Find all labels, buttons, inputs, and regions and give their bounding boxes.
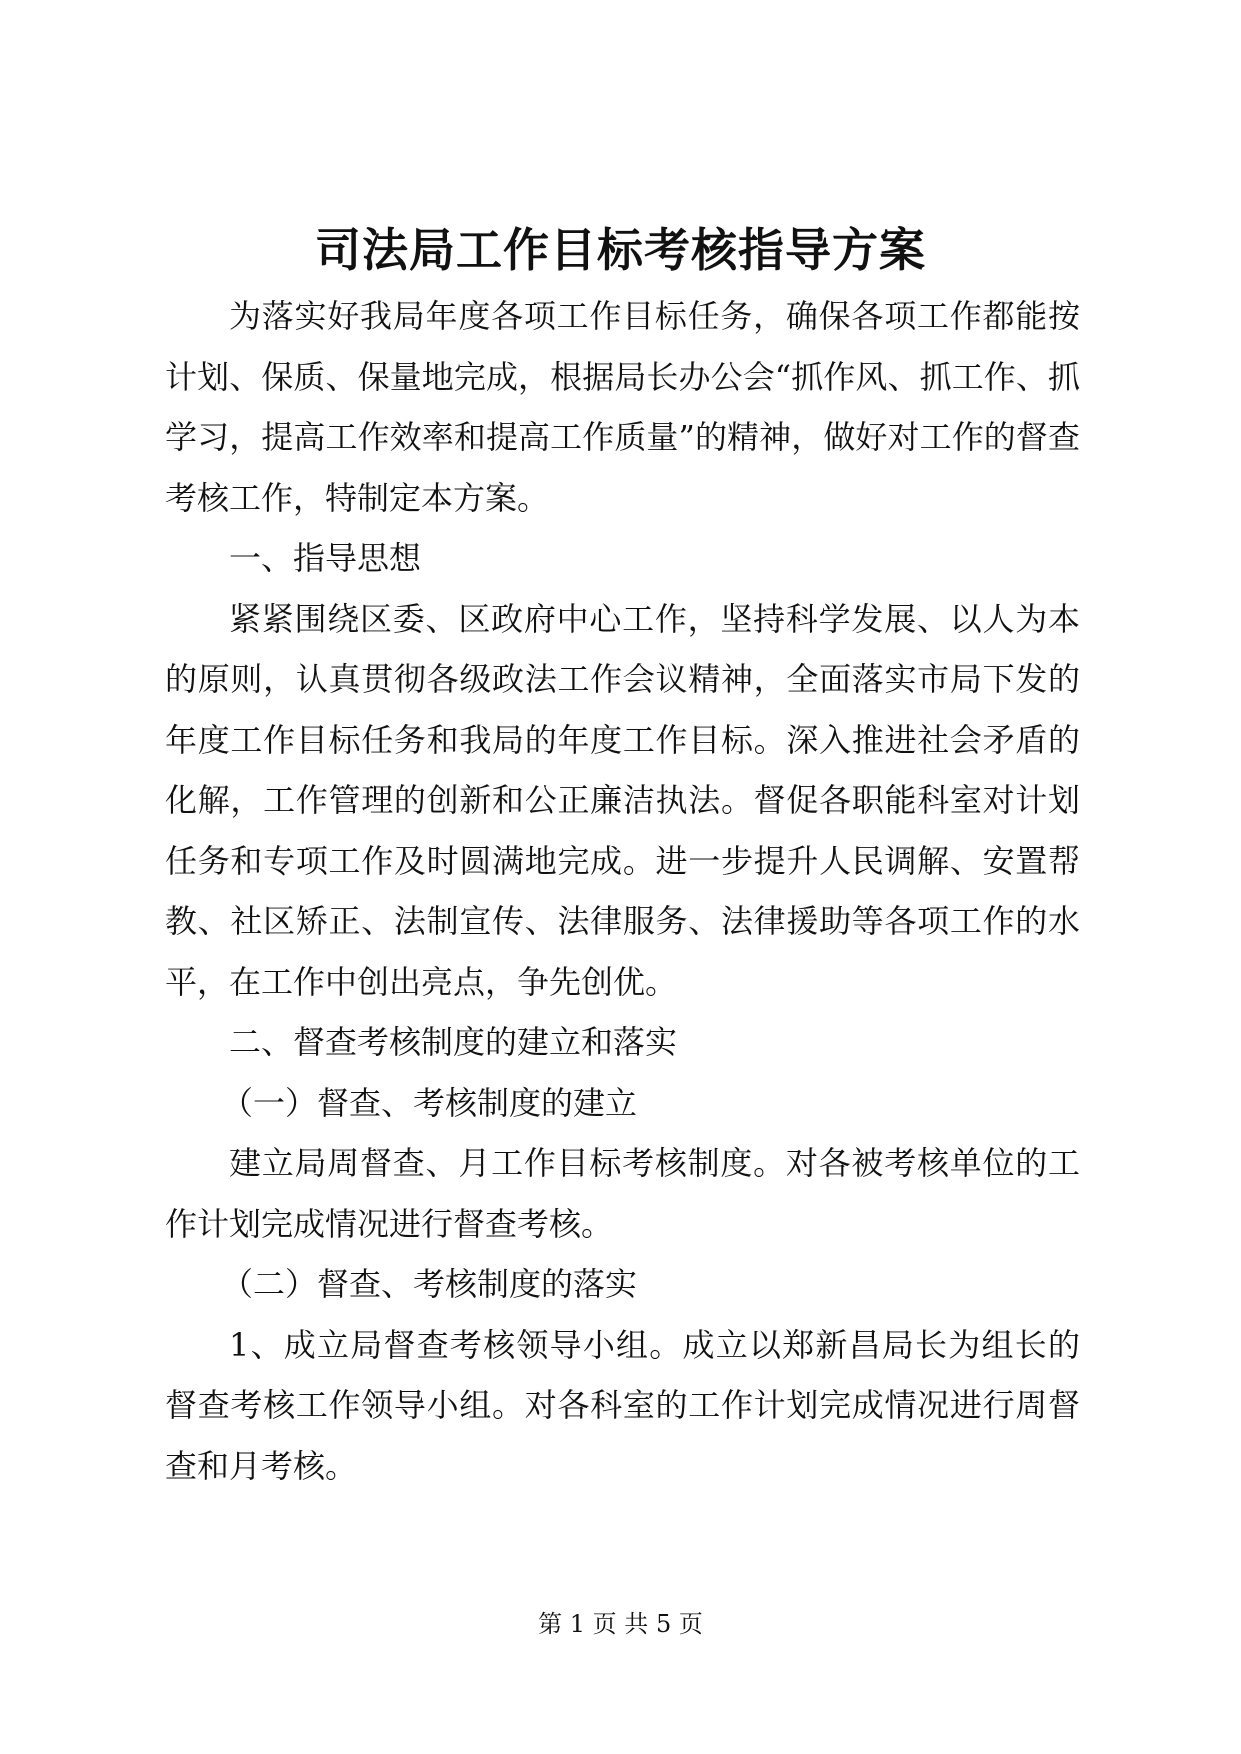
page-footer: 第 1 页 共 5 页 [538, 1610, 703, 1638]
section-heading-1: 一、指导思想 [229, 539, 422, 577]
document-title: 司法局工作目标考核指导方案 [315, 223, 926, 277]
paragraph-implementation-1: 1、成立局督查考核领导小组。成立以郑新昌局长为组长的督查考核工作领导小组。对各科室的工作计划完成情况进行周督查和月考核。 [165, 1325, 1080, 1485]
paragraph-intro: 为落实好我局年度各项工作目标任务，确保各项工作都能按计划、保质、保量地完成，根据局长办公会“抓作风、抓工作、抓学习，提高工作效率和提高工作质量”的精神，做好对工作的督查考核工作，特制定本方案。 [165, 297, 1080, 517]
subsection-heading-1: （一）督查、考核制度的建立 [221, 1083, 638, 1122]
section-heading-2: 二、督查考核制度的建立和落实 [229, 1023, 678, 1061]
subsection-heading-2: （二）督查、考核制度的落实 [221, 1265, 638, 1303]
paragraph-guiding-thought: 紧紧围绕区委、区政府中心工作，坚持科学发展、以人为本的原则，认真贯彻各级政法工作会议精神，全面落实市局下发的年度工作目标任务和我局的年度工作目标。深入推进社会矛盾的化解，工作管理的创新和公正廉洁执法。督促各职能科室对计划任务和专项工作及时圆满地完成。进一步提升人民调解、安置帮教、社区矫正、法制宣传、法律服务、法律援助等各项工作的水平，在工作中创出亮点，争先创优。 [165, 599, 1080, 1001]
document-body [165, 286, 1080, 1496]
paragraph-establishment: 建立局周督查、月工作目标考核制度。对各被考核单位的工作计划完成情况进行督查考核。 [165, 1144, 1080, 1243]
